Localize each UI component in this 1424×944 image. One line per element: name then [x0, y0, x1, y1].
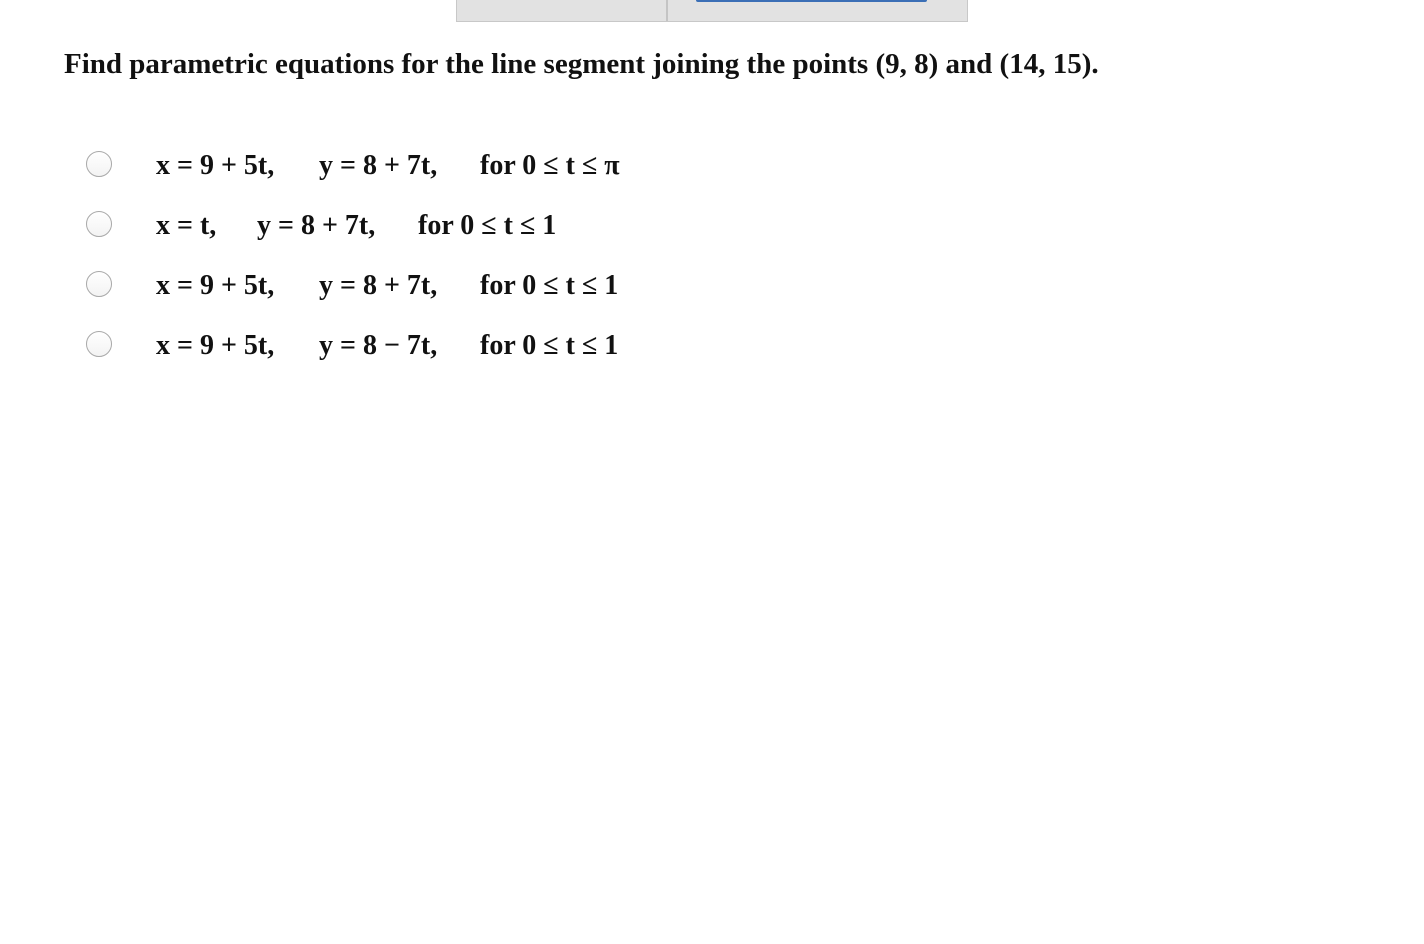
radio-button-4[interactable]: [86, 331, 112, 357]
y-equation: y = 8 + 7t,: [319, 150, 438, 181]
y-equation: y = 8 + 7t,: [319, 270, 438, 301]
top-tab-strip: [456, 0, 968, 22]
answer-option-3[interactable]: [86, 256, 986, 316]
radio-button-3[interactable]: [86, 271, 112, 297]
option-equation-2: [156, 210, 556, 242]
option-equation-4: [156, 330, 618, 362]
radio-button-1[interactable]: [86, 151, 112, 177]
answer-option-1[interactable]: [86, 136, 986, 196]
y-equation: y = 8 − 7t,: [319, 330, 438, 361]
answer-option-2[interactable]: [86, 196, 986, 256]
parameter-range: for 0 ≤ t ≤ 1: [480, 270, 619, 301]
parameter-range: for 0 ≤ t ≤ 1: [418, 210, 557, 241]
radio-button-2[interactable]: [86, 211, 112, 237]
active-tab-indicator: [696, 0, 927, 2]
option-equation-3: [156, 270, 618, 302]
x-equation: x = t,: [156, 210, 217, 241]
answer-option-4[interactable]: [86, 316, 986, 376]
parameter-range: for 0 ≤ t ≤ 1: [480, 330, 619, 361]
x-equation: x = 9 + 5t,: [156, 330, 275, 361]
y-equation: y = 8 + 7t,: [257, 210, 376, 241]
question-text: Find parametric equations for the line segment joining the points (9, 8) and (14, 15).: [64, 48, 1099, 80]
top-tab-right[interactable]: [668, 0, 967, 21]
x-equation: x = 9 + 5t,: [156, 150, 275, 181]
x-equation: x = 9 + 5t,: [156, 270, 275, 301]
top-tab-left[interactable]: [457, 0, 668, 21]
answer-options: [86, 136, 986, 376]
parameter-range: for 0 ≤ t ≤ π: [480, 150, 620, 181]
option-equation-1: [156, 150, 620, 182]
